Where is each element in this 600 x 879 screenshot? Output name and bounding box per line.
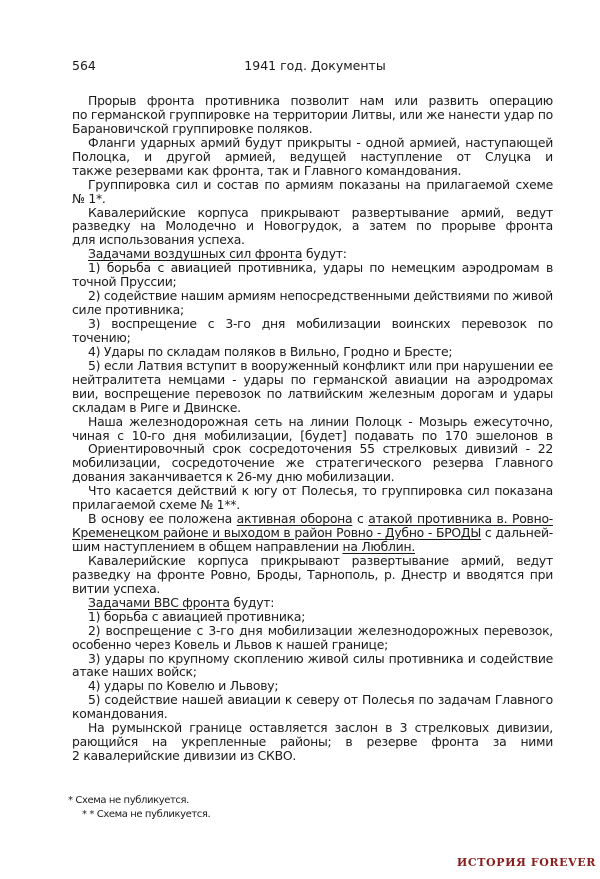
text-line: Барановичской группировке поляков. <box>72 121 313 136</box>
text-line: рающийся на укрепленные районы; в резерве фронта за ними <box>72 735 553 750</box>
paragraph <box>72 94 553 136</box>
text-line: 2) воспрещение с 3-го дня мобилизации железнодорожных перевозок, <box>88 623 553 638</box>
paragraph <box>72 679 553 693</box>
paragraph <box>72 247 553 261</box>
text-line: 1) борьба с авиацией противника, удары по немецким аэродромам в <box>88 261 553 276</box>
text-line: 4) удары по Ковелю и Львову; <box>88 679 279 694</box>
text-line: 5) содействие нашей авиации к северу от Полесья по задачам Главного <box>88 693 553 708</box>
text-line <box>72 596 553 610</box>
text-line: точению; <box>72 330 131 345</box>
text-line: силе противника; <box>72 303 184 317</box>
text-segment: В основу ее положена <box>88 512 237 527</box>
text-line: Полоцка, и другой армией, ведущей наступление от Слуцка и <box>72 149 553 164</box>
paragraph <box>72 136 553 178</box>
paragraph <box>72 261 553 289</box>
text-segment: с <box>352 512 369 527</box>
text-line: Группировка сил и состав по армиям показаны на прилагаемой схеме <box>88 177 553 192</box>
text-line: вии, воспрещение перевозок по латвийским железным дорогам и удары <box>72 386 553 401</box>
text-line: особенно через Ковель и Львов к нашей границе; <box>72 637 389 652</box>
paragraph <box>72 206 553 248</box>
text-line: 2 кавалерийские дивизии из СКВО. <box>72 749 297 763</box>
paragraph <box>72 178 553 206</box>
text-line: прилагаемой схеме № 1**. <box>72 498 240 513</box>
paragraph <box>72 624 553 652</box>
text-line <box>72 540 553 554</box>
text-line: Фланги ударных армий будут прикрыты - одной армией, наступающей <box>88 135 553 150</box>
text-line <box>72 247 553 261</box>
watermark-logo: ИСТОРИЯ FOREVER <box>456 856 596 869</box>
text-line: чиная с 10-го дня мобилизации, [будет] подавать по 170 эшелонов в <box>72 428 553 443</box>
underlined-text: Задачами ВВС фронта <box>88 595 230 610</box>
text-line: дования заканчивается к 26-му дню мобилизации. <box>72 470 395 485</box>
text-line <box>72 526 553 540</box>
text-segment: шим наступлением в общем направлении <box>72 540 343 554</box>
text-line: 4) Удары по складам поляков в Вильно, Гродно и Бресте; <box>88 344 453 359</box>
text-line: витии успеха. <box>72 581 161 596</box>
document-body <box>72 94 553 763</box>
text-line: также резервами как фронта, так и Главного командования. <box>72 163 462 178</box>
text-line: мобилизации, сосредоточение же стратегического резерва Главного <box>72 456 553 471</box>
paragraph <box>72 415 553 443</box>
text-line <box>72 512 553 526</box>
text-line: точной Пруссии; <box>72 275 177 290</box>
text-line: нейтралитета немцами - удары по германской авиации на аэродромах <box>72 372 553 387</box>
text-line: атаке наших войск; <box>72 665 197 680</box>
underlined-text: на Люблин. <box>342 540 416 554</box>
paragraph <box>72 610 553 624</box>
text-segment: будут: <box>302 247 347 262</box>
footnote-2: * * Схема не публикуется. <box>82 809 211 820</box>
text-line: для использования успеха. <box>72 233 245 248</box>
text-line: разведку на фронте Ровно, Броды, Тарнополь, р. Днестр и вводятся при <box>72 567 553 582</box>
text-line: 5) если Латвия вступит в вооруженный конфликт или при нарушении ее <box>88 358 553 373</box>
text-line: Прорыв фронта противника позволит нам или развить операцию <box>88 94 553 108</box>
text-line: разведку на Молодечно и Новогрудок, а затем по прорыве фронта <box>72 219 553 234</box>
text-line: 3) удары по крупному скоплению живой силы противника и содействие <box>88 651 553 666</box>
paragraph <box>72 442 553 484</box>
text-line: 2) содействие нашим армиям непосредственными действиями по живой <box>88 289 553 304</box>
underlined-text: Кременецком районе и выходом в район Ровно - Дубно - БРОДЫ <box>72 526 482 540</box>
paragraph <box>72 289 553 317</box>
underlined-text: атакой противника в. Ровно- <box>368 512 553 527</box>
paragraph <box>72 512 553 554</box>
page-number: 564 <box>72 58 96 73</box>
text-line: Кавалерийские корпуса прикрывают развертывание армий, ведут <box>88 553 553 568</box>
paragraph <box>72 317 553 345</box>
text-line: по германской группировке на территории Литвы, или же нанести удар по <box>72 107 553 122</box>
text-line: командования. <box>72 707 168 722</box>
underlined-text: активная оборона <box>236 512 353 527</box>
running-title: 1941 год. Документы <box>244 58 386 73</box>
text-line: Что касается действий к югу от Полесья, то группировка сил показана <box>88 484 553 499</box>
text-line: На румынской границе оставляется заслон в 3 стрелковых дивизии, <box>88 721 553 736</box>
underlined-text: Задачами воздушных сил фронта <box>88 247 303 262</box>
paragraph <box>72 345 553 359</box>
paragraph <box>72 721 553 763</box>
text-line: 1) борьба с авиацией противника; <box>88 609 306 624</box>
text-line: складам в Риге и Двинске. <box>72 400 241 415</box>
text-line: Кавалерийские корпуса прикрывают развертывание армий, ведут <box>88 205 553 220</box>
text-line: № 1*. <box>72 191 106 206</box>
text-segment: будут: <box>229 595 275 610</box>
footnote-1: * Схема не публикуется. <box>68 795 189 806</box>
text-line: 3) воспрещение с 3-го дня мобилизации воинских перевозок по <box>88 317 553 331</box>
paragraph <box>72 693 553 721</box>
text-line: Ориентировочный срок сосредоточения 55 стрелковых дивизий - 22 <box>88 442 553 457</box>
paragraph <box>72 652 553 680</box>
paragraph <box>72 554 553 596</box>
text-segment: с дальней- <box>481 526 553 540</box>
paragraph <box>72 484 553 512</box>
paragraph <box>72 359 553 415</box>
paragraph <box>72 596 553 610</box>
text-line: Наша железнодорожная сеть на линии Полоцк - Мозырь ежесуточно, <box>88 414 553 429</box>
